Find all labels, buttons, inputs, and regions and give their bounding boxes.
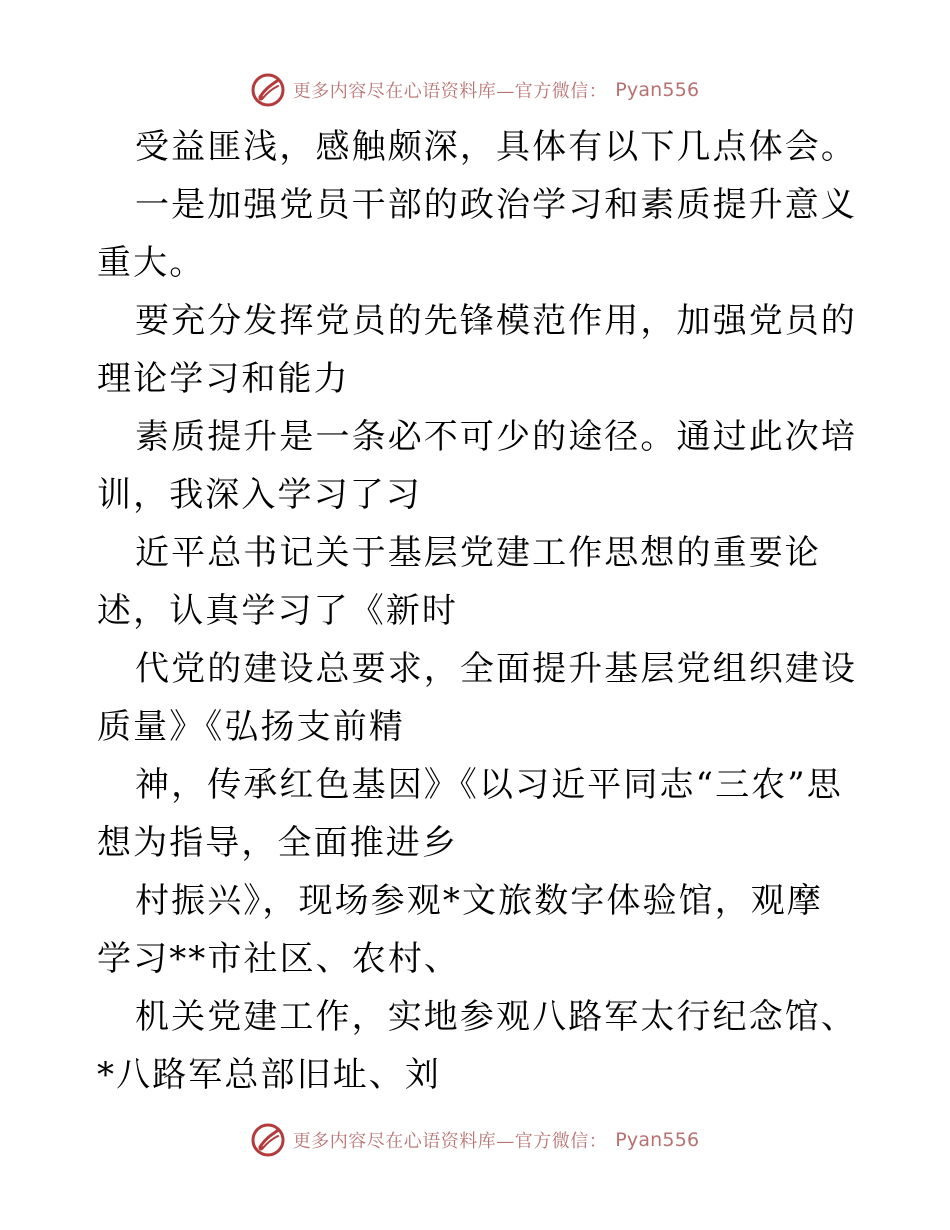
paragraph: 代党的建设总要求，全面提升基层党组织建设质量》《弘扬支前精 <box>97 649 857 747</box>
red-quill-seal-icon <box>251 1123 285 1157</box>
paragraph: 村振兴》，现场参观*文旅数字体验馆，观摩学习**市社区、农村、 <box>97 881 823 979</box>
paragraph: 要充分发挥党员的先锋模范作用，加强党员的理论学习和能力 <box>97 301 857 399</box>
document-body <box>97 118 857 1104</box>
paragraph: 素质提升是一条必不可少的途径。通过此次培训，我深入学习了习 <box>97 417 857 515</box>
paragraph: 一是加强党员干部的政治学习和素质提升意义重大。 <box>97 185 857 283</box>
header-wechat-id: Pyan556 <box>615 79 700 101</box>
footer-wechat-id: Pyan556 <box>615 1129 700 1151</box>
footer-site-text: 更多内容尽在心语资料库—官方微信： <box>292 1131 608 1152</box>
header-banner <box>0 70 950 110</box>
footer-banner <box>0 1120 950 1160</box>
red-quill-seal-icon <box>251 73 285 107</box>
paragraph: 受益匪浅，感触颇深，具体有以下几点体会。 <box>135 127 857 167</box>
header-site-text: 更多内容尽在心语资料库—官方微信： <box>292 81 608 102</box>
paragraph: 机关党建工作，实地参观八路军太行纪念馆、*八路军总部旧址、刘 <box>97 997 857 1095</box>
paragraph: 神，传承红色基因》《以习近平同志“三农”思想为指导，全面推进乡 <box>97 765 843 863</box>
paragraph: 近平总书记关于基层党建工作思想的重要论述，认真学习了《新时 <box>97 533 821 631</box>
